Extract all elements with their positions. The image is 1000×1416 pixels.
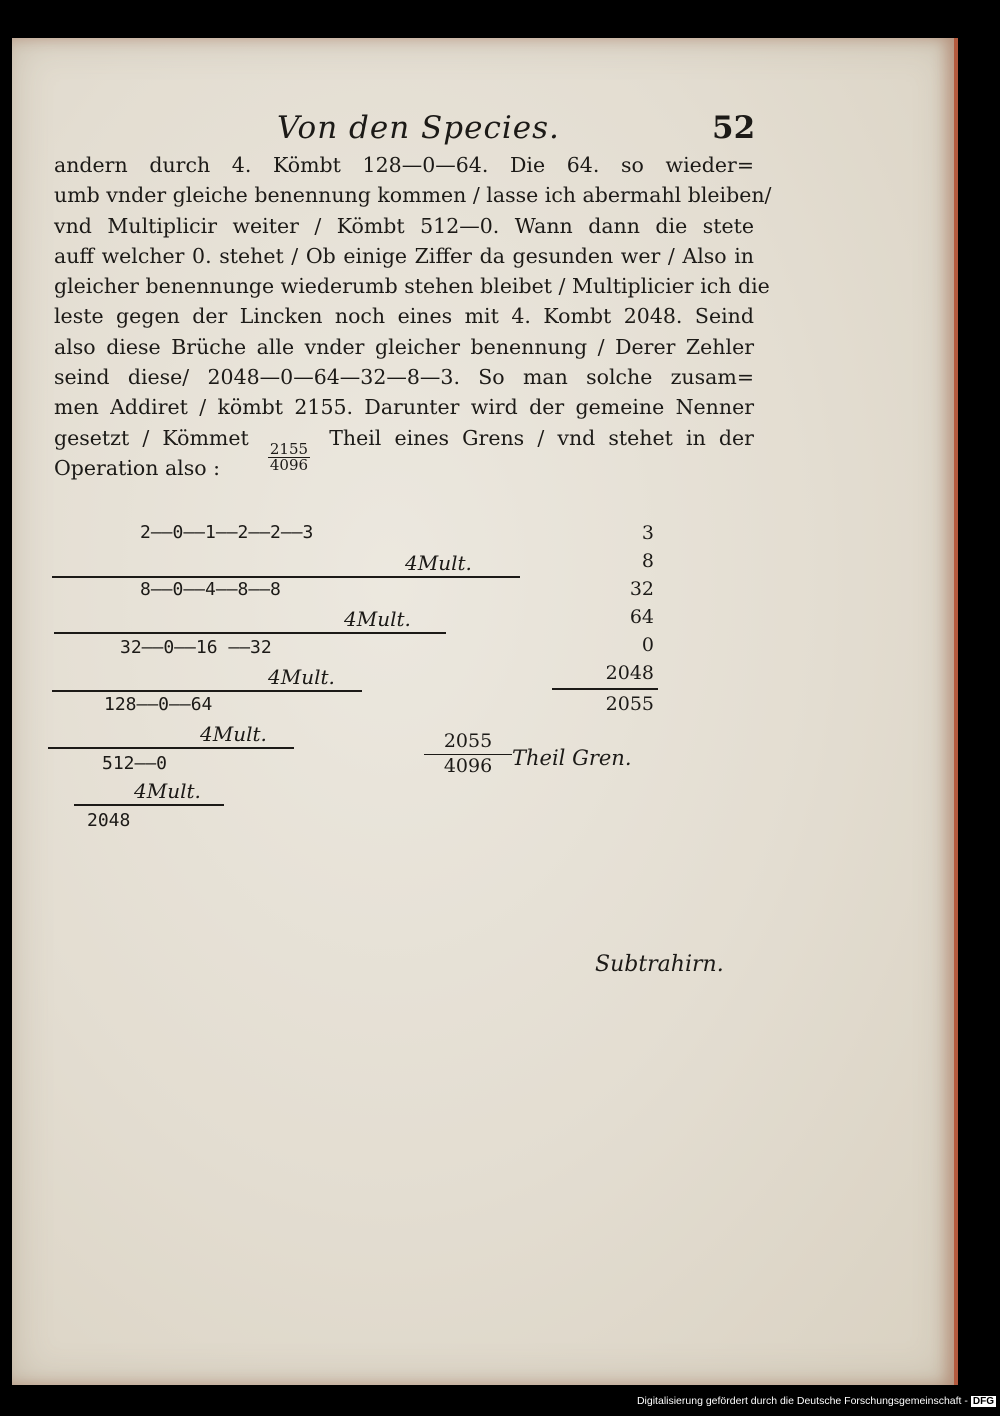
dfg-logo: DFG (972, 1396, 994, 1407)
operation-row: 128——0——64 (104, 694, 213, 715)
result-label: Theil Gren. (512, 746, 632, 770)
text-line: gleicher benennunge wiederumb stehen bleibet / Multiplicier ich die (54, 274, 770, 299)
fraction-numerator: 2155 (269, 439, 309, 458)
sum-rule (52, 576, 520, 578)
mult-label: 4Mult. (268, 665, 335, 689)
result-denominator: 4096 (443, 755, 493, 777)
operation-row: 2048 (87, 810, 131, 831)
inline-fraction (268, 439, 310, 474)
text-segment: Theil eines Grens / vnd stehet in der (329, 425, 754, 450)
digitization-credit (600, 1395, 996, 1407)
sum-rule (74, 804, 224, 806)
sum-rule (54, 632, 446, 634)
mult-label: 4Mult. (200, 722, 267, 746)
running-header-title: Von den Species. (277, 110, 560, 146)
column-sum-rule (552, 688, 658, 690)
column-value: 0 (641, 634, 654, 656)
book-page (12, 38, 958, 1385)
text-line: leste gegen der Lincken noch eines mit 4. Kombt 2048. Seind (54, 304, 754, 329)
mult-label: 4Mult. (405, 551, 472, 575)
text-line: also diese Brüche alle vnder gleicher benennung / Derer Zehler (54, 334, 754, 359)
text-line: vnd Multiplicir weiter / Kömbt 512—0. Wann dann die stete (54, 213, 754, 238)
body-paragraph (54, 150, 772, 483)
mult-label: 4Mult. (344, 607, 411, 631)
result-numerator: 2055 (424, 730, 512, 755)
operation-row: 8——0——4——8——8 (140, 579, 281, 600)
sum-rule (52, 690, 362, 692)
section-heading: Subtrahirn. (595, 952, 724, 977)
column-value: 32 (629, 578, 654, 600)
operation-row: 32——0——16 ——32 (120, 637, 272, 658)
text-line: umb vnder gleiche benennung kommen / lasse ich abermahl bleiben/ (54, 183, 772, 208)
text-line: men Addiret / kömbt 2155. Darunter wird der gemeine Nenner (54, 395, 754, 420)
column-value: 3 (641, 522, 654, 544)
text-segment: gesetzt / Kömmet (54, 425, 249, 450)
page-number: 52 (712, 110, 756, 146)
text-line: auff welcher 0. stehet / Ob einige Ziffer da gesunden wer / Also in (54, 243, 754, 268)
fraction-denominator: 4096 (269, 455, 309, 474)
text-line: seind diese/ 2048—0—64—32—8—3. So man solche zusam= (54, 365, 754, 390)
column-value: 64 (629, 606, 654, 628)
operation-row: 512——0 (102, 753, 168, 774)
operation-row: 2——0——1——2——2——3 (140, 522, 314, 543)
sum-rule (48, 747, 294, 749)
column-value: 8 (641, 550, 654, 572)
credit-text: Digitalisierung gefördert durch die Deutsche Forschungsgemeinschaft - (636, 1395, 968, 1407)
column-total: 2055 (605, 693, 654, 715)
column-value: 2048 (605, 662, 654, 684)
text-line: Operation also : (54, 455, 221, 480)
result-fraction (424, 730, 512, 777)
text-line: andern durch 4. Kömbt 128—0—64. Die 64. so wieder= (54, 153, 754, 177)
mult-label: 4Mult. (134, 779, 201, 803)
